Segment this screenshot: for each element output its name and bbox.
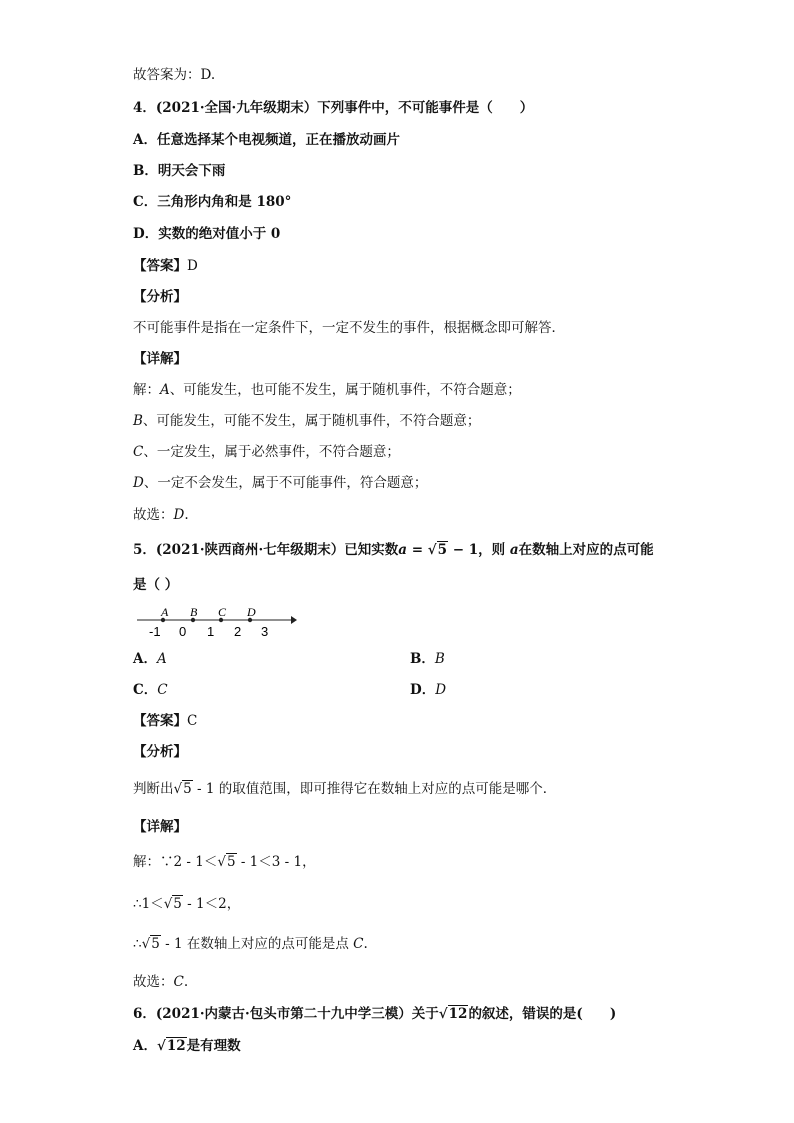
q4-option-b: B．明天会下雨 [133, 163, 226, 179]
q5-analysis: 判断出√5 - 1 的取值范围，即可推得它在数轴上对应的点可能是哪个． [133, 781, 557, 797]
tick-label-neg1: -1 [149, 624, 161, 639]
q5-answer: 【答案】C [133, 713, 198, 729]
question-6-stem: 6．(2021·内蒙古·包头市第二十九中学三模）关于√12的叙述，错误的是( ) [133, 1006, 617, 1022]
point-label-a: A [161, 605, 169, 619]
q4-option-a: A．任意选择某个电视频道，正在播放动画片 [133, 132, 400, 148]
sqrt-symbol: √12 [438, 1006, 468, 1022]
q4-analysis: 不可能事件是指在一定条件下，一定不发生的事件，根据概念即可解答． [133, 320, 565, 336]
q5-option-b: B．B [410, 651, 445, 667]
sqrt-symbol: √5 [173, 781, 192, 797]
question-4-stem: 4．(2021·全国·九年级期末）下列事件中，不可能事件是（ ） [133, 100, 534, 116]
q5-choice: 故选：C. [133, 974, 189, 990]
q4-detail-2: B、可能发生，可能不发生，属于随机事件，不符合题意； [133, 413, 481, 429]
sqrt-symbol: √5 [163, 896, 182, 912]
q5-detail-3: ∴√5 - 1 在数轴上对应的点可能是点 C. [133, 936, 368, 952]
q5-option-c: C．C [133, 682, 168, 698]
question-5-stem-2: 是（ ） [133, 577, 179, 593]
sqrt-symbol: √5 [217, 854, 236, 870]
tick-label-0: 0 [179, 624, 187, 639]
point-label-d: D [247, 605, 256, 619]
q5-option-a: A．A [133, 651, 167, 667]
q5-detail-tag: 【详解】 [133, 819, 187, 835]
q5-detail-1: 解：∵2 - 1＜√5 - 1＜3 - 1， [133, 854, 316, 870]
q5-analysis-tag: 【分析】 [133, 744, 187, 760]
q4-choice: 故选：D. [133, 507, 189, 523]
tick-label-3: 3 [261, 624, 269, 639]
sqrt-symbol: √12 [156, 1038, 186, 1054]
q4-option-d: D．实数的绝对值小于 0 [133, 226, 281, 242]
q6-option-a: A．√12是有理数 [133, 1038, 241, 1054]
point-label-c: C [218, 605, 227, 619]
question-5-stem: 5．(2021·陕西商州·七年级期末）已知实数a = √5 − 1，则 a在数轴上对应的点可能 [133, 542, 654, 558]
number-line-figure [135, 603, 300, 639]
sqrt-symbol: √5 [427, 542, 448, 558]
q4-answer: 【答案】D [133, 258, 198, 274]
tick-label-2: 2 [234, 624, 242, 639]
q4-option-c: C．三角形内角和是 180° [133, 194, 292, 210]
q5-detail-2: ∴1＜√5 - 1＜2， [133, 896, 241, 912]
answer-line: 故答案为：D. [133, 67, 216, 83]
q5-option-d: D．D [410, 682, 447, 698]
q4-detail-tag: 【详解】 [133, 351, 187, 367]
q4-detail-3: C、一定发生，属于必然事件，不符合题意； [133, 444, 400, 460]
tick-label-1: 1 [207, 624, 215, 639]
q4-detail-4: D、一定不会发生，属于不可能事件，符合题意； [133, 475, 428, 491]
q4-detail-1: 解：A、可能发生，也可能不发生，属于随机事件，不符合题意； [133, 382, 521, 398]
q4-analysis-tag: 【分析】 [133, 289, 187, 305]
point-label-b: B [190, 605, 198, 619]
sqrt-symbol: √5 [141, 936, 160, 952]
